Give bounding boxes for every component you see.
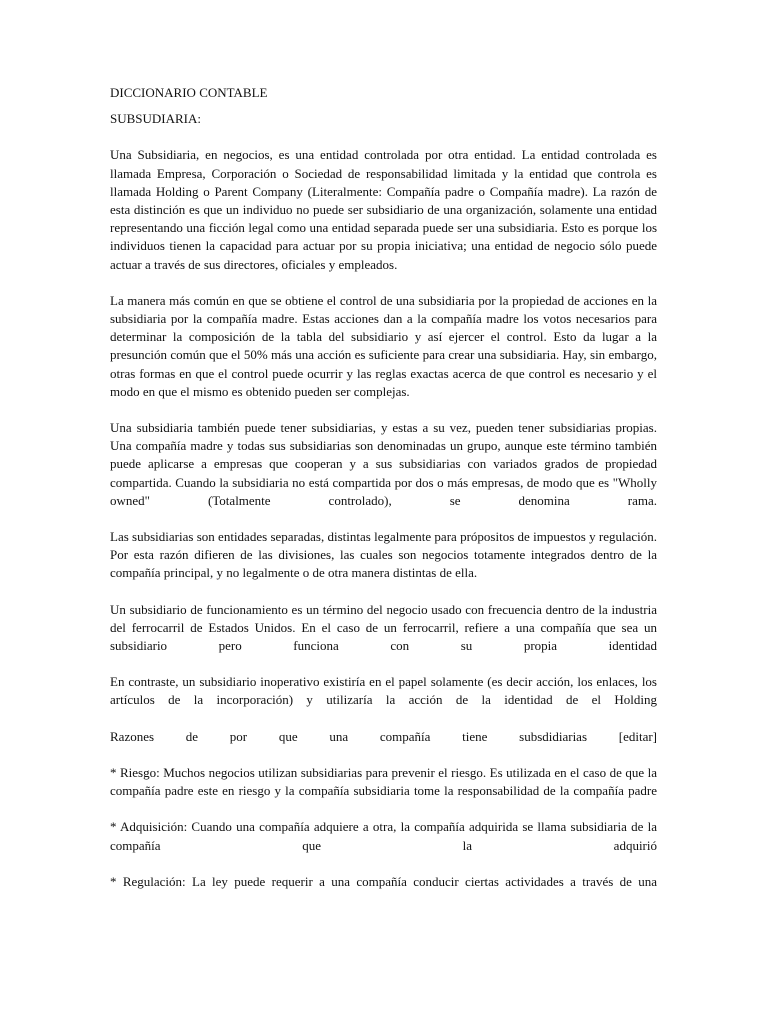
paragraph-regulation: * Regulación: La ley puede requerir a una compañía conducir ciertas actividades a través de una bbox=[110, 873, 657, 889]
paragraph-acquisition: * Adquisición: Cuando una compañía adquiere a otra, la compañía adquirida se llama subsidiaria de la compañía que la adquirió bbox=[110, 819, 657, 853]
document-page bbox=[110, 84, 657, 909]
document-subtitle: SUBSUDIARIA: bbox=[110, 111, 202, 127]
document-title: DICCIONARIO CONTABLE bbox=[110, 85, 268, 100]
paragraph-definition: Una Subsidiaria, en negocios, es una entidad controlada por otra entidad. La entidad controlada es llamada Empresa, Corporación o Sociedad de responsabilidad limitada y la entidad que controla es llamada Holding o Parent Company (Literalmente: Compañía padre o Compañía madre). La razón de esta distinción es que un individuo no puede ser subsidiario de una organización, solamente una entidad representando una ficción legal como una entidad separada puede ser una subsidiaria. Esto es porque los individuos tienen la capacidad para actuar por su propia iniciativa; una entidad de negocio sólo puede actuar a través de sus directores, oficiales y empleados. bbox=[110, 147, 657, 272]
paragraph-risk: * Riesgo: Muchos negocios utilizan subsidiarias para prevenir el riesgo. Es utilizada en el caso de que la compañía padre este en riesgo y la compañía subsidiaria tome la responsabilidad de la compañía padre bbox=[110, 764, 657, 799]
paragraph-operating-subsidiary: Un subsidiario de funcionamiento es un término del negocio usado con frecuencia dentro de la industria del ferrocarril de Estados Unidos. En el caso de un ferrocarril, refiere a una compañía que sea un subsidiario pero funciona con su propia identidad bbox=[110, 601, 657, 654]
paragraph-separate-entities: Las subsidiarias son entidades separadas, distintas legalmente para própositos de impuestos y regulación. Por esta razón difieren de las divisiones, las cuales son negocios totamente integrados dentro de la compañía principal, y no legalmente o de otra manera distintas de ella. bbox=[110, 529, 657, 581]
paragraph-non-operating: En contraste, un subsidiario inoperativo existiría en el papel solamente (es decir acción, los enlaces, los artículos de la incorporación) y utilizaría la acción de la identidad de el Holding bbox=[110, 674, 657, 708]
paragraph-control: La manera más común en que se obtiene el control de una subsidiaria por la propiedad de acciones en la subsidiaria por la compañía madre. Estas acciones dan a la compañía madre los votos necesarios para determinar la composición de la tabla del subsidiario y así ejercer el control. Esto da lugar a la presunción común que el 50% más una acción es suficiente para crear una subsidiaria. Hay, sin embargo, otras formas en que el control puede ocurrir y las reglas exactas acerca de que control es necesario y el modo en que el mismo es obtenido pueden ser complejas. bbox=[110, 292, 657, 399]
paragraph-groups: Una subsidiaria también puede tener subsidiarias, y estas a su vez, pueden tener subsidiarias propias. Una compañía madre y todas sus subsidiarias son denominadas un grupo, aunque este término también puede aplicarse a empresas que cooperan y a sus subsidiarias con variados grados de propiedad compartida. Cuando la subsidiaria no está compartida por dos o más empresas, de modo que es "Wholly owned" (Totalmente controlado), se denomina rama. bbox=[110, 420, 657, 508]
paragraph-reasons-heading: Razones de por que una compañía tiene subsdidiarias [editar] bbox=[110, 728, 657, 744]
